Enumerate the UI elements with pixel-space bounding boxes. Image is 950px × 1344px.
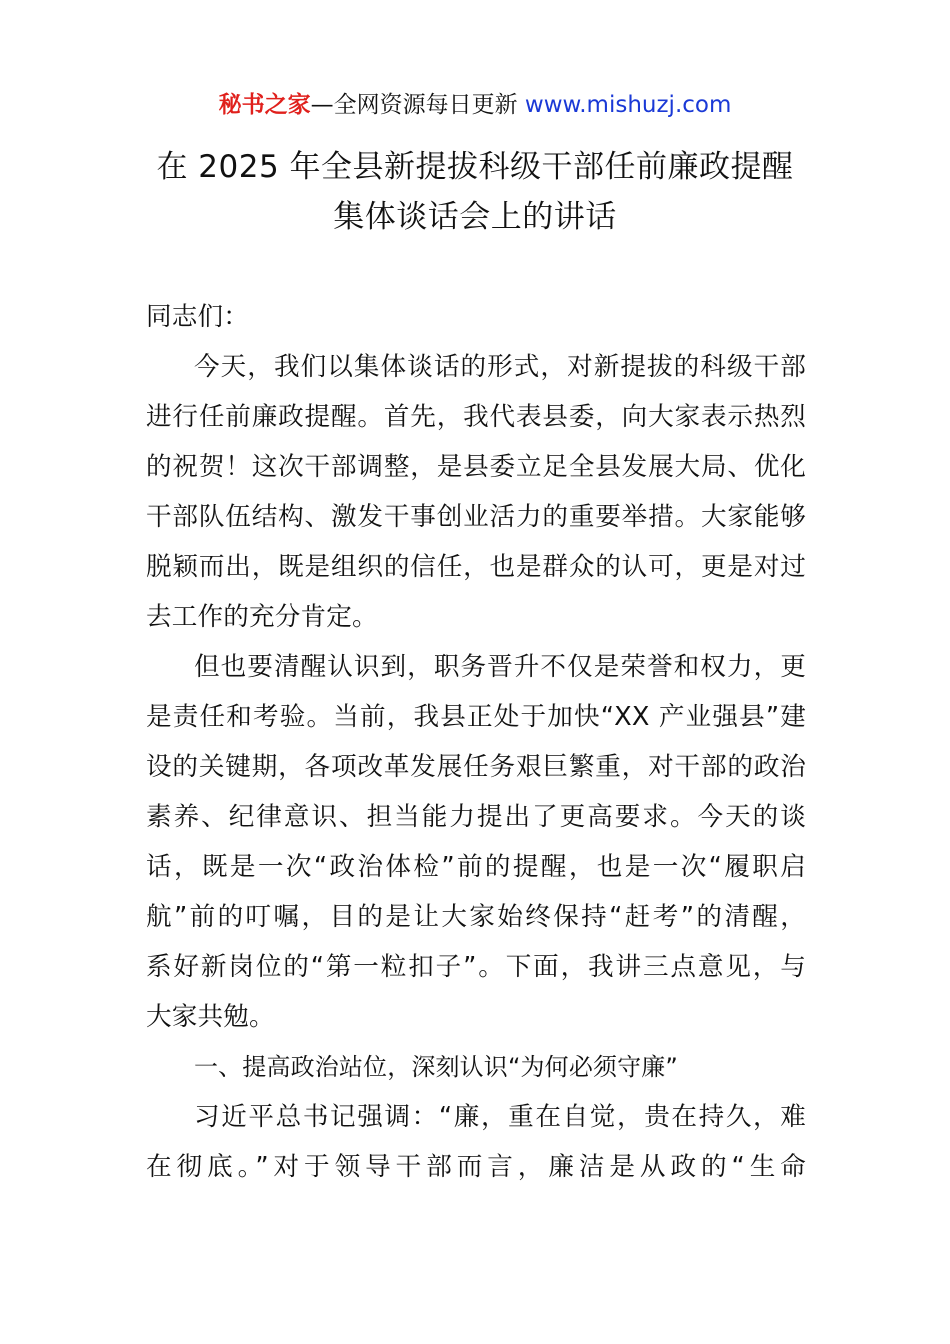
paragraph-line: 但也要清醒认识到，职务晋升不仅是荣誉和权力，更	[194, 652, 806, 682]
paragraph-line: 在彻底。”对于领导干部而言，廉洁是从政的“生命	[146, 1152, 806, 1182]
paragraph-line: 干部队伍结构、激发干事创业活力的重要举措。大家能够	[146, 502, 806, 532]
paragraph-line: 素养、纪律意识、担当能力提出了更高要求。今天的谈	[146, 802, 806, 832]
paragraph-line: 去工作的充分肯定。	[146, 602, 378, 632]
paragraph-1	[146, 342, 806, 642]
document-title-line-1: 在 2025 年全县新提拔科级干部任前廉政提醒	[156, 149, 794, 185]
paragraph-line: 设的关键期，各项改革发展任务艰巨繁重，对干部的政治	[146, 752, 806, 782]
paragraph-3	[146, 1092, 806, 1192]
paragraph-line: 脱颖而出，既是组织的信任，也是群众的认可，更是对过	[146, 552, 806, 582]
paragraph-line: 进行任前廉政提醒。首先，我代表县委，向大家表示热烈	[146, 402, 806, 432]
document-body	[146, 292, 806, 1192]
paragraph-line: 是责任和考验。当前，我县正处于加快“XX 产业强县”建	[146, 702, 806, 732]
paragraph-2	[146, 642, 806, 1042]
site-tagline: —全网资源每日更新	[310, 92, 525, 118]
paragraph-line: 航”前的叮嘱，目的是让大家始终保持“赶考”的清醒，	[146, 902, 806, 932]
paragraph-line: 今天，我们以集体谈话的形式，对新提拔的科级干部	[194, 352, 806, 382]
paragraph-line: 大家共勉。	[146, 1002, 275, 1032]
greeting: 同志们：	[146, 302, 249, 332]
paragraph-line: 习近平总书记强调：“廉，重在自觉，贵在持久，难	[194, 1102, 806, 1132]
section-heading-1: 一、提高政治站位，深刻认识“为何必须守廉”	[194, 1053, 679, 1081]
paragraph-line: 系好新岗位的“第一粒扣子”。下面，我讲三点意见，与	[146, 952, 806, 982]
paragraph-line: 的祝贺！这次干部调整，是县委立足全县发展大局、优化	[146, 452, 806, 482]
site-header	[0, 88, 950, 122]
site-url-link[interactable]: www.mishuzj.com	[524, 92, 732, 118]
site-brand: 秘书之家	[218, 92, 311, 118]
document-title-line-2: 集体谈话会上的讲话	[333, 199, 617, 235]
paragraph-line: 话，既是一次“政治体检”前的提醒，也是一次“履职启	[146, 852, 806, 882]
